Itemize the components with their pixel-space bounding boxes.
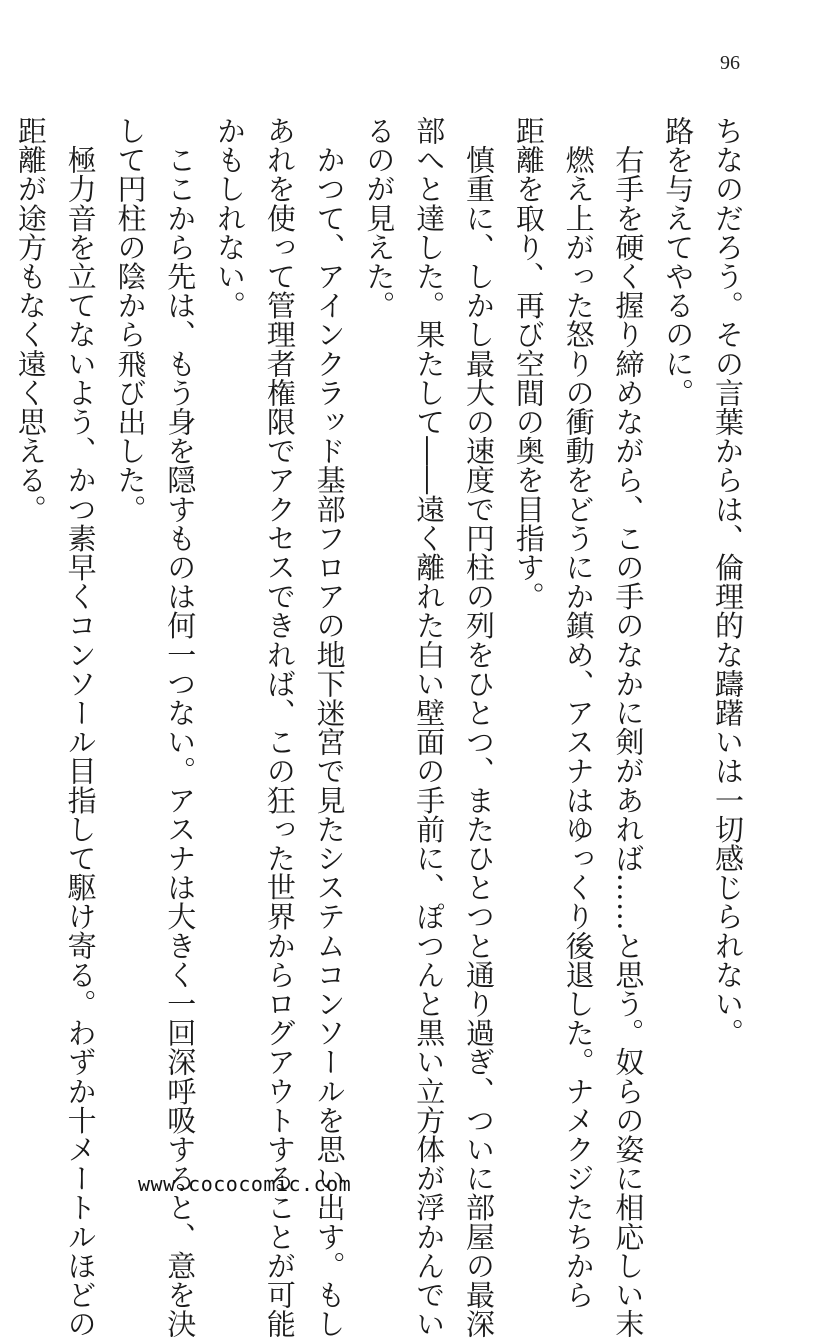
text-line: して円柱の陰から飛び出した。 [113, 116, 148, 524]
text-line: 距離を取り、再び空間の奥を目指す。 [511, 116, 546, 611]
text-line: 路を与えてやるのに。 [661, 116, 696, 407]
text-line: 部へと達した。果たして――遠く離れた白い壁面の手前に、ぽつんと黒い立方体が浮かんでい [412, 116, 447, 1338]
text-line: かもしれない。 [213, 116, 248, 320]
text-line: 慎重に、しかし最大の速度で円柱の列をひとつ、またひとつと通り過ぎ、ついに部屋の最深 [462, 116, 497, 1338]
text-line [0, 116, 5, 1156]
text-line: あれを使って管理者権限でアクセスできれば、この狂った世界からログアウトすることが可能 [262, 116, 297, 1338]
text-line: かつて、アインクラッド基部フロアの地下迷宮で見たシステムコンソールを思い出す。もし [312, 116, 347, 1338]
text-line: るのが見えた。 [362, 116, 397, 320]
text-line: 極力音を立てないよう、かつ素早くコンソール目指して駆け寄る。わずか十メートルほどの [63, 116, 98, 1338]
text-line: 右手を硬く握り締めながら、この手のなかに剣があれば……と思う。奴らの姿に相応しい末 [611, 116, 646, 1338]
text-line: ちなのだろう。その言葉からは、倫理的な躊躇いは一切感じられない。 [711, 116, 745, 1048]
text-line: ここから先は、もう身を隠すものは何一つない。アスナは大きく一回深呼吸すると、意を決 [163, 116, 198, 1338]
text-line: 燃え上がった怒りの衝動をどうにか鎮め、アスナはゆっくり後退した。ナメクジたちから [561, 116, 596, 1310]
page-number: 96 [720, 52, 740, 74]
text-line: 距離が途方もなく遠く思える。 [13, 116, 48, 524]
footer-url: www.cococomic.com [138, 1172, 352, 1196]
